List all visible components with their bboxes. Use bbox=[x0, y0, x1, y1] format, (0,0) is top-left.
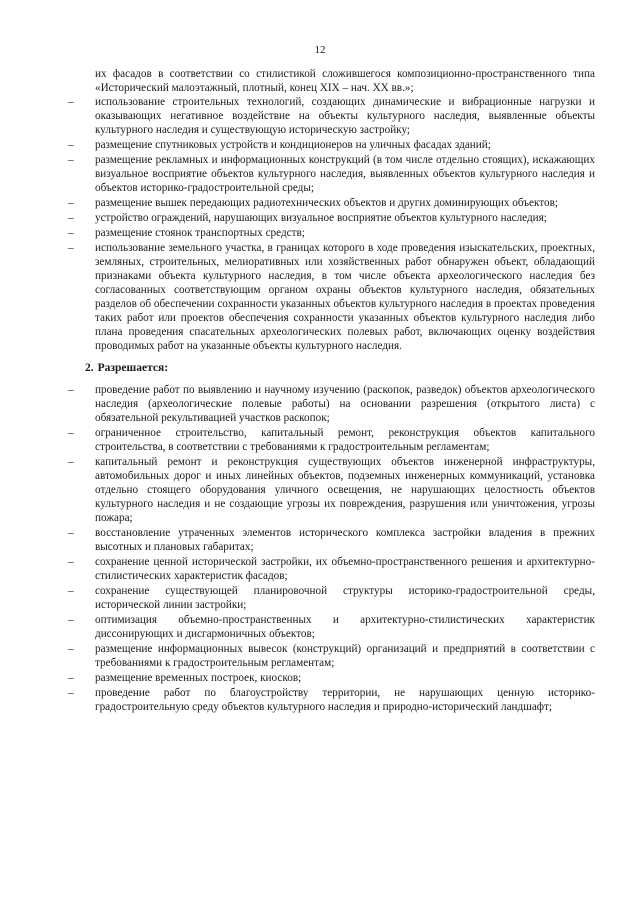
bullet-dash: – bbox=[68, 227, 74, 239]
list-item-text: ограниченное строительство, капитальный ремонт, реконструкция объектов капитального строительства, в соответствии с требованиями к градостроительным регламентам; bbox=[95, 427, 595, 453]
prohibited-list-item bbox=[68, 153, 595, 195]
list-item-text: использование земельного участка, в границах которого в ходе проведения изыскательских, проектных, земляных, строительных, мелиоративных или хозяйственных работ обнаружен объект, обладающий признаками объекта культурного наследия, в том числе объекта археологического наследия без согласованных соответствующим органом охраны объектов культурного наследия, обязательных разделов об обеспечении сохранности указанных объектов культурного наследия в проектах проведения таких работ или проектов обеспечения сохранности указанных объектов культурного наследия либо плана проведения спасательных археологических полевых работ, включающих оценку воздействия проводимых работ на указанные объекты культурного наследия. bbox=[95, 242, 595, 352]
section-number: 2. bbox=[85, 362, 94, 374]
bullet-dash: – bbox=[68, 527, 74, 539]
document-body bbox=[68, 67, 595, 715]
prohibited-list-item bbox=[68, 241, 595, 353]
bullet-dash: – bbox=[68, 427, 74, 439]
list-item-text: сохранение ценной исторической застройки, их объемно-пространственного решения и архитектурно-стилистических характеристик фасадов; bbox=[95, 556, 595, 582]
list-item-text: проведение работ по благоустройству территории, не нарушающих ценную историко-градостроительную среду объектов культурного наследия и природно-исторический ландшафт; bbox=[95, 687, 595, 713]
bullet-dash: – bbox=[68, 384, 74, 396]
list-item-text: восстановление утраченных элементов исторического комплекса застройки владения в прежних высотных и плановых габаритах; bbox=[95, 527, 595, 553]
intro-continuation: их фасадов в соответствии со стилистикой сложившегося композиционно-пространственного типа «Исторический малоэтажный, плотный, конец XIX – нач. XX вв.»; bbox=[95, 68, 595, 94]
prohibited-list-item bbox=[68, 226, 595, 240]
permitted-list-item bbox=[68, 555, 595, 583]
permitted-list-item bbox=[68, 426, 595, 454]
list-item-text: размещение вышек передающих радиотехнических объектов и других доминирующих объектов; bbox=[95, 197, 558, 209]
bullet-dash: – bbox=[68, 456, 74, 468]
bullet-dash: – bbox=[68, 585, 74, 597]
prohibited-list-item bbox=[68, 211, 595, 225]
section-heading bbox=[85, 361, 595, 375]
prohibited-list-item bbox=[68, 138, 595, 152]
list-item-text: размещение стоянок транспортных средств; bbox=[95, 227, 305, 239]
bullet-dash: – bbox=[68, 556, 74, 568]
bullet-dash: – bbox=[68, 614, 74, 626]
permitted-list bbox=[68, 383, 595, 714]
permitted-list-item bbox=[68, 613, 595, 641]
permitted-list-item bbox=[68, 455, 595, 525]
section-title: Разрешается: bbox=[97, 362, 169, 374]
list-item-text: размещение временных построек, киосков; bbox=[95, 672, 302, 684]
list-item-text: размещение рекламных и информационных конструкций (в том числе отдельно стоящих), искажающих визуальное восприятие объектов культурного наследия, выявленных объектов культурного наследия и объектов историко-градостроительной среды; bbox=[95, 154, 595, 194]
bullet-dash: – bbox=[68, 672, 74, 684]
permitted-list-item bbox=[68, 584, 595, 612]
bullet-dash: – bbox=[68, 96, 74, 108]
bullet-dash: – bbox=[68, 643, 74, 655]
page-number: 12 bbox=[314, 44, 326, 56]
list-item-text: капитальный ремонт и реконструкция существующих объектов инженерной инфраструктуры, автомобильных дорог и иных линейных объектов, подземных инженерных коммуникаций, установка отдельно стоящего оборудования уличного освещения, не нарушающих целостность объектов культурного наследия и не создающие угрозы их повреждения, разрушения или уничтожения, угрозы пожара; bbox=[95, 456, 595, 524]
bullet-dash: – bbox=[68, 212, 74, 224]
bullet-dash: – bbox=[68, 242, 74, 254]
permitted-list-item bbox=[68, 383, 595, 425]
list-item-text: размещение информационных вывесок (конструкций) организаций и предприятий в соответствии с требованиями к градостроительным регламентам; bbox=[95, 643, 595, 669]
permitted-list-item bbox=[68, 642, 595, 670]
prohibited-list-item bbox=[68, 196, 595, 210]
prohibited-list-item bbox=[68, 95, 595, 137]
list-item-text: оптимизация объемно-пространственных и архитектурно-стилистических характеристик диссонирующих и дисгармоничных объектов; bbox=[95, 614, 595, 640]
permitted-list-item bbox=[68, 671, 595, 685]
list-item-text: размещение спутниковых устройств и кондиционеров на уличных фасадах зданий; bbox=[95, 139, 491, 151]
bullet-dash: – bbox=[68, 197, 74, 209]
permitted-list-item bbox=[68, 686, 595, 714]
bullet-dash: – bbox=[68, 154, 74, 166]
list-item-text: использование строительных технологий, создающих динамические и вибрационные нагрузки и оказывающих негативное воздействие на объекты культурного наследия, выявленные объекты культурного наследия и существующую историческую застройку; bbox=[95, 96, 595, 136]
bullet-dash: – bbox=[68, 687, 74, 699]
list-item-text: сохранение существующей планировочной структуры историко-градостроительной среды, исторической линии застройки; bbox=[95, 585, 595, 611]
bullet-dash: – bbox=[68, 139, 74, 151]
list-item-text: проведение работ по выявлению и научному изучению (раскопок, разведок) объектов археологического наследия (археологические полевые работы) на основании разрешения (открытого листа) с обязательной рекультивацией участков раскопок; bbox=[95, 384, 595, 424]
list-item-text: устройство ограждений, нарушающих визуальное восприятие объектов культурного наследия; bbox=[95, 212, 547, 224]
prohibited-list bbox=[68, 95, 595, 353]
permitted-list-item bbox=[68, 526, 595, 554]
